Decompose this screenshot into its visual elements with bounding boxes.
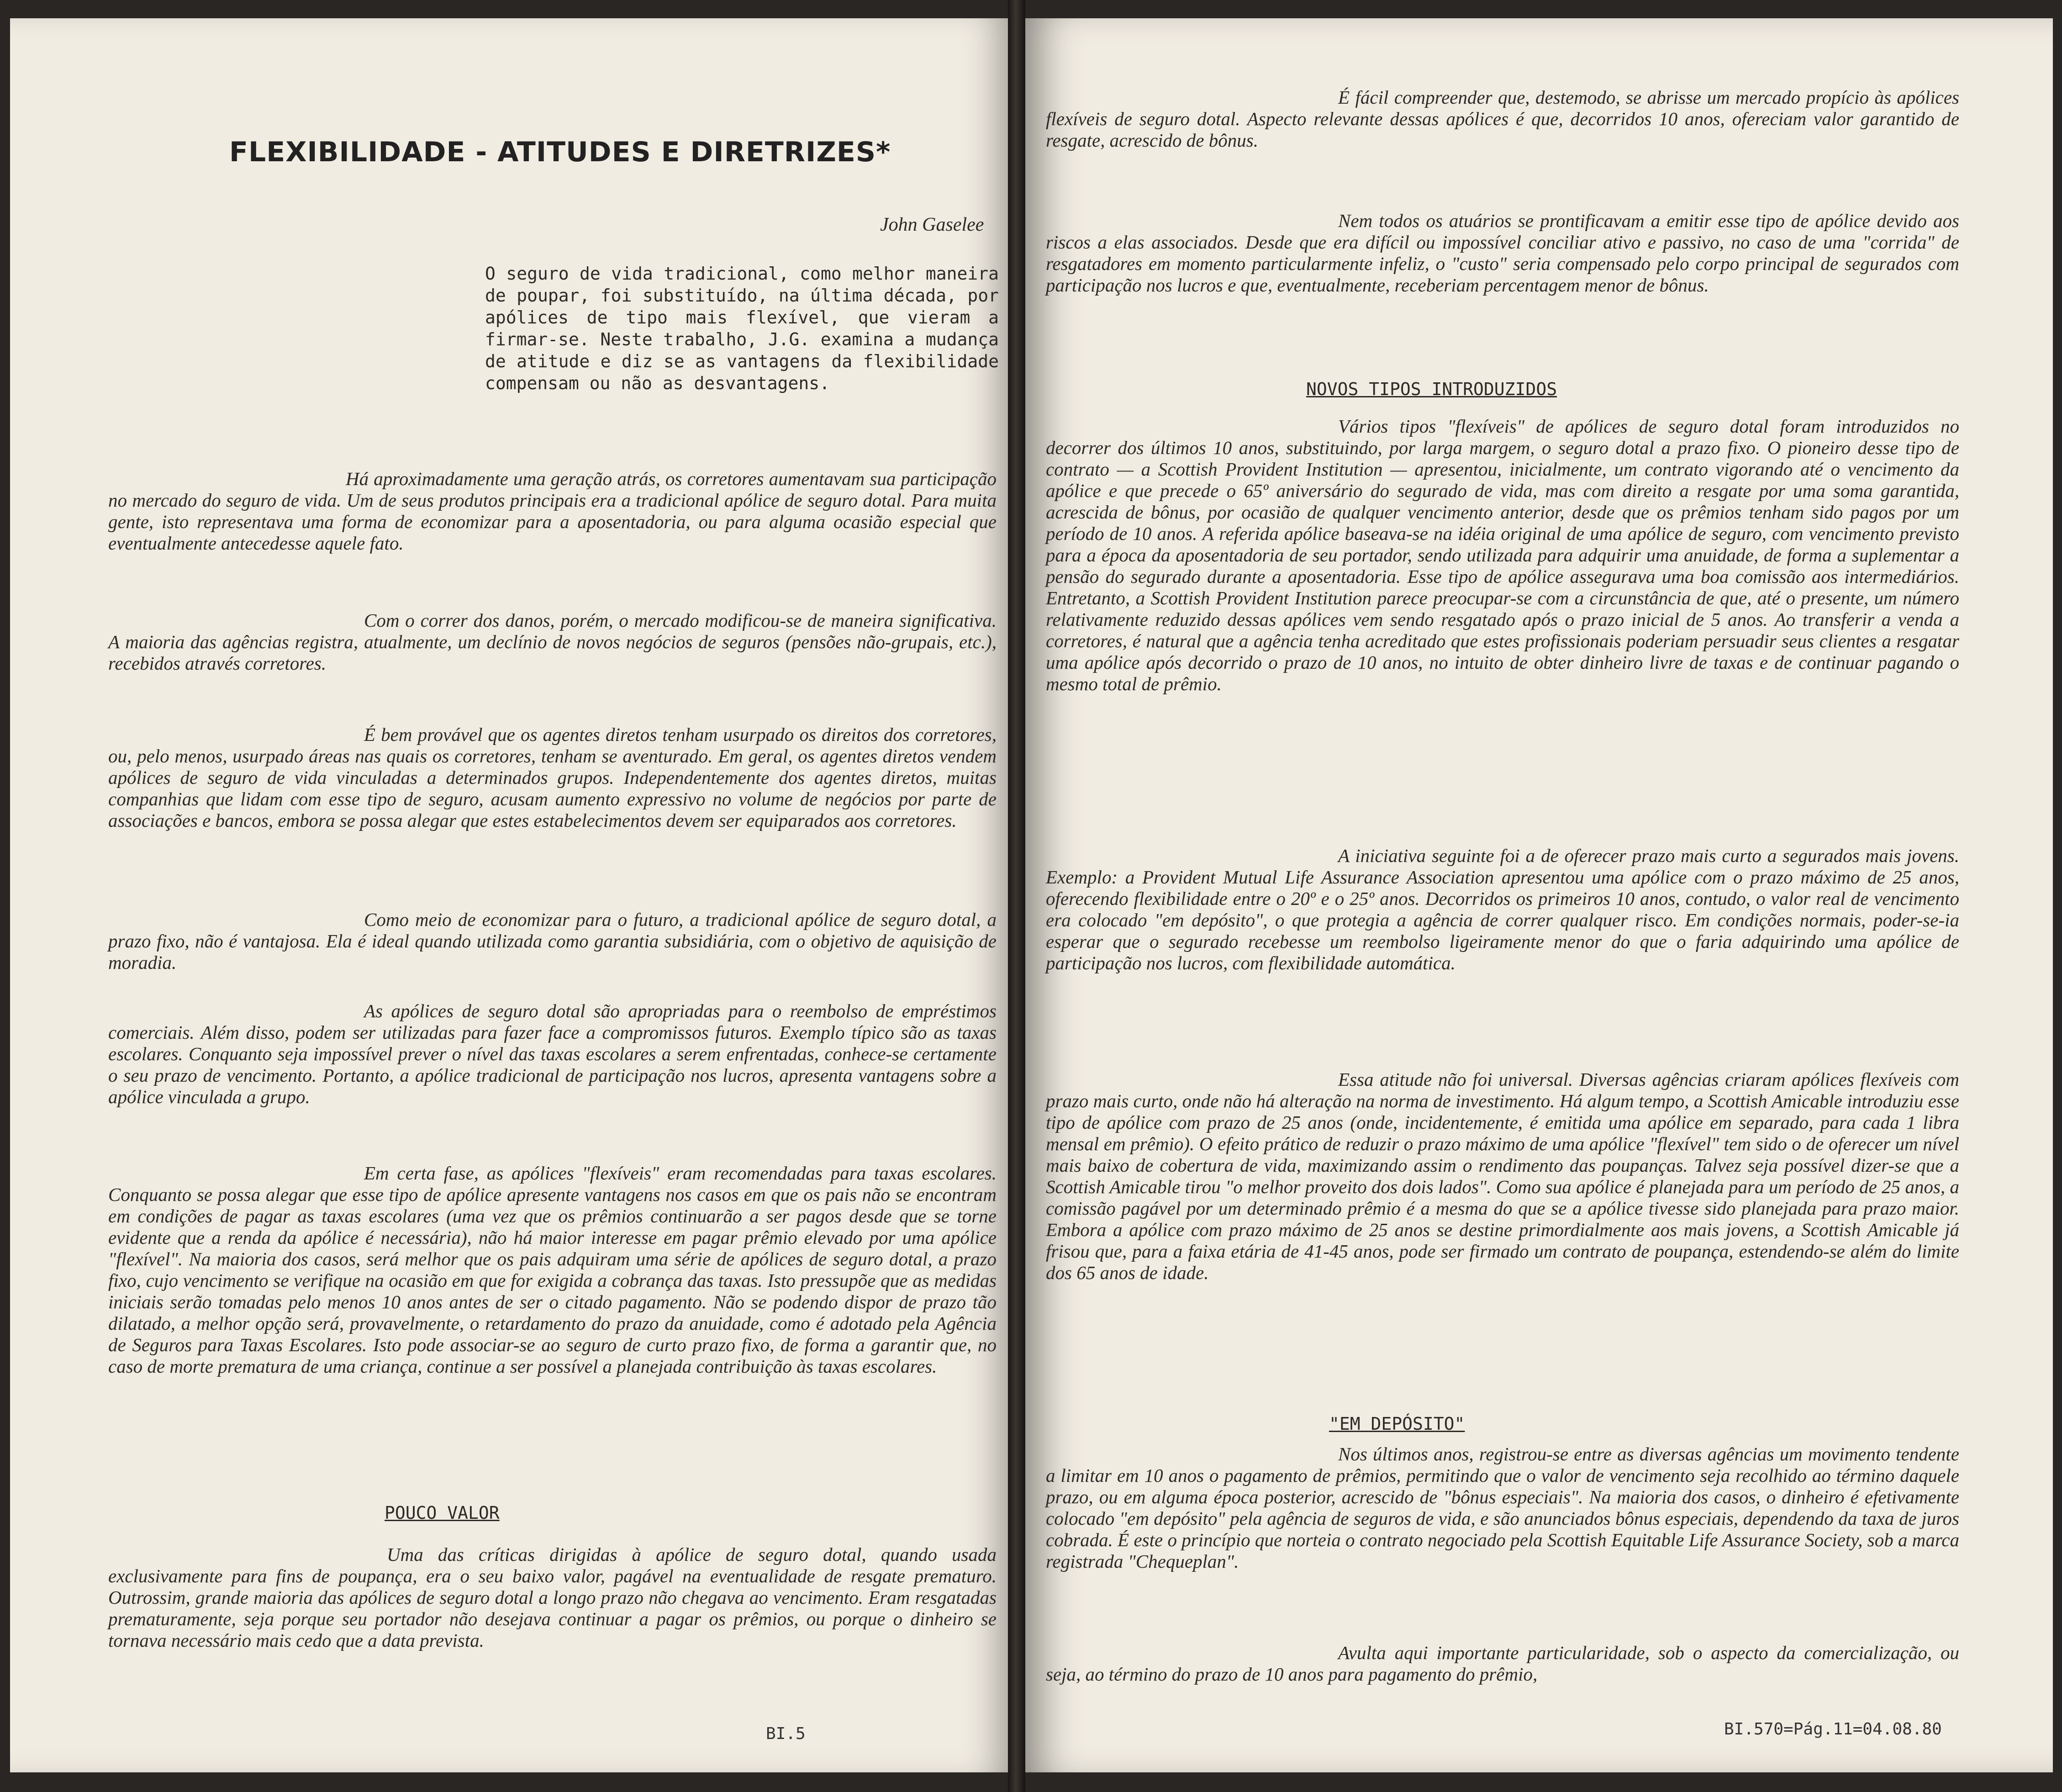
section-heading-pouco-valor: POUCO VALOR [385,1503,500,1523]
right-paragraph-1: É fácil compreender que, destemodo, se abrisse um mercado propício às apólices flexíveis de seguro dotal. Aspecto relevante dessas apólices é que, decorridos 10 anos, ofereciam valor garantido de resgate, acrescido de bônus. [1046,87,1959,151]
right-page-footer: BI.570=Pág.11=04.08.80 [1724,1720,1942,1739]
left-paragraph-pouco-valor: Uma das críticas dirigidas à apólice de seguro dotal, quando usada exclusivamente para fins de poupança, era o seu baixo valor, pagável na eventualidade de resgate prematuro. Outrossim, grande maioria das apólices de seguro dotal a longo prazo não chegava ao vencimento. Eram resgatadas prematuramente, seja porque seu portador não desejava continuar a pagar os prêmios, ou porque o dinheiro se tornava necessário mais cedo que a data prevista. [108,1544,997,1651]
left-paragraph-4: Como meio de economizar para o futuro, a tradicional apólice de seguro dotal, a prazo fixo, não é vantajosa. Ela é ideal quando utilizada como garantia subsidiária, com o objetivo de aquisição de moradia. [108,909,997,973]
section-heading-em-deposito: "EM DEPÓSITO" [1329,1414,1465,1434]
right-paragraph-7: Avulta aqui importante particularidade, sob o aspecto da comercialização, ou seja, ao término do prazo de 10 anos para pagamento do prêmio, [1046,1642,1959,1685]
section-heading-novos-tipos: NOVOS TIPOS INTRODUZIDOS [1306,379,1557,399]
right-paragraph-3: Vários tipos "flexíveis" de apólices de seguro dotal foram introduzidos no decorrer dos últimos 10 anos, substituindo, por larga margem, o seguro dotal a prazo fixo. O pioneiro desse tipo de contrato — a Scottish Provident Institution — apresentou, inicialmente, um contrato vigorando até o vencimento da apólice e que precede o 65º aniversário do segurado de vida, mas com direito a resgate por uma soma garantida, acrescida de bônus, por ocasião de qualquer vencimento anterior, desde que os prêmios tenham sido pagos por um período de 10 anos. A referida apólice baseava-se na idéia original de uma apólice de seguro, com vencimento previsto para a época da aposentadoria de seu portador, sendo utilizada para adquirir uma anuidade, de forma a suplementar a pensão do segurado durante a aposentadoria. Esse tipo de apólice assegurava uma boa comissão aos intermediários. Entretanto, a Scottish Provident Institution parece preocupar-se com a circunstância de que, até o presente, um número relativamente reduzido dessas apólices vem sendo resgatado após o prazo inicial de 5 anos. Ao transferir a venda a corretores, é natural que a agência tenha acreditado que estes profissionais poderiam persuadir seus clientes a resgatar uma apólice após decorrido o prazo de 10 anos, no intuito de obter dinheiro livre de taxas e de continuar pagando o mesmo total de prêmio. [1046,416,1959,694]
author-name: John Gaselee [880,214,984,235]
left-paragraph-6: Em certa fase, as apólices "flexíveis" eram recomendadas para taxas escolares. Conquanto se possa alegar que esse tipo de apólice apresente vantagens nos casos em que os pais não se encontram em condições de pagar as taxas escolares (uma vez que os prêmios continuarão a ser pagos desde que se torne evidente que a renda da apólice é necessária), não há maior interesse em pagar prêmio elevado por uma apólice "flexível". Na maioria dos casos, será melhor que os pais adquiram uma série de apólices de seguro dotal, a prazo fixo, cujo vencimento se verifique na ocasião em que for exigida a cobrança das taxas. Isto pressupõe que as medidas iniciais serão tomadas pelo menos 10 anos antes de ser o citado pagamento. Não se podendo dispor de prazo tão dilatado, a melhor opção será, provavelmente, o retardamento do prazo da anuidade, como é adotado pela Agência de Seguros para Taxas Escolares. Isto pode associar-se ao seguro de curto prazo fixo, de forma a garantir que, no caso de morte prematura de uma criança, continue a ser possível a planejada contribuição às taxas escolares. [108,1163,997,1377]
right-page [1025,18,2053,1772]
right-paragraph-6: Nos últimos anos, registrou-se entre as diversas agências um movimento tendente a limitar em 10 anos o pagamento de prêmios, permitindo que o valor de vencimento seja recolhido ao término daquele prazo, ou em alguma época posterior, acrescido de "bônus especiais". Na maioria dos casos, o dinheiro é efetivamente colocado "em depósito" pela agência de seguros de vida, e são anunciados bônus especiais, dependendo da taxa de juros cobrada. É este o princípio que norteia o contrato negociado pela Scottish Equitable Life Assurance Society, sob a marca registrada "Chequeplan". [1046,1443,1959,1572]
left-paragraph-3: É bem provável que os agentes diretos tenham usurpado os direitos dos corretores, ou, pelo menos, usurpado áreas nas quais os corretores, tenham se aventurado. Em geral, os agentes diretos vendem apólices de seguro de vida vinculadas a determinados grupos. Independentemente dos agentes diretos, muitas companhias que lidam com esse tipo de seguro, acusam aumento expressivo no volume de negócios por parte de associações e bancos, embora se possa alegar que estes estabelecimentos devem ser equiparados aos corretores. [108,724,997,831]
left-page-footer: BI.5 [766,1724,806,1743]
left-page [10,18,1008,1772]
right-paragraph-5: Essa atitude não foi universal. Diversas agências criaram apólices flexíveis com prazo mais curto, onde não há alteração na norma de investimento. Há algum tempo, a Scottish Amicable introduziu esse tipo de apólice com prazo de 25 anos (onde, incidentemente, é emitida uma apólice em separado, para cada 1 libra mensal em prêmio). O efeito prático de reduzir o prazo máximo de uma apólice "flexível" tem sido o de oferecer um nível mais baixo de cobertura de vida, maximizando assim o rendimento das poupanças. Talvez seja possível dizer-se que a Scottish Amicable tirou "o melhor proveito dos dois lados". Como sua apólice é planejada para um período de 25 anos, a comissão pagável por um determinado prêmio é a mesma do que se a apólice tivesse sido planejada para prazo maior. Embora a apólice com prazo máximo de 25 anos se destine primordialmente aos mais jovens, a Scottish Amicable já frisou que, para a faixa etária de 41-45 anos, pode ser firmado um contrato de poupança, estendendo-se além do limite dos 65 anos de idade. [1046,1069,1959,1283]
lead-paragraph: O seguro de vida tradicional, como melhor maneira de poupar, foi substituído, na última década, por apólices de tipo mais flexível, que vieram a firmar-se. Neste trabalho, J.G. examina a mudança de atitude e diz se as vantagens da flexibilidade compensam ou não as desvantagens. [485,264,999,393]
article-title: FLEXIBILIDADE - ATITUDES E DIRETRIZES* [229,136,891,168]
book-gutter [1008,0,1025,1792]
left-paragraph-5: As apólices de seguro dotal são apropriadas para o reembolso de empréstimos comerciais. Além disso, podem ser utilizadas para fazer face a compromissos futuros. Exemplo típico são as taxas escolares. Conquanto seja impossível prever o nível das taxas escolares a serem enfrentadas, conhece-se certamente o seu prazo de vencimento. Portanto, a apólice tradicional de participação nos lucros, apresenta vantagens sobre a apólice vinculada a grupo. [108,1000,997,1107]
right-paragraph-2: Nem todos os atuários se prontificavam a emitir esse tipo de apólice devido aos riscos a elas associados. Desde que era difícil ou impossível conciliar ativo e passivo, no caso de uma "corrida" de resgatadores em momento particularmente infeliz, o "custo" seria compensado pelo corpo principal de segurados com participação nos lucros e que, eventualmente, receberiam percentagem menor de bônus. [1046,210,1959,296]
left-paragraph-1: Há aproximadamente uma geração atrás, os corretores aumentavam sua participação no mercado do seguro de vida. Um de seus produtos principais era a tradicional apólice de seguro dotal. Para muita gente, isto representava uma forma de economizar para a aposentadoria, ou para alguma ocasião especial que eventualmente antecedesse aquele fato. [108,468,997,554]
left-paragraph-2: Com o correr dos danos, porém, o mercado modificou-se de maneira significativa. A maioria das agências registra, atualmente, um declínio de novos negócios de seguros (pensões não-grupais, etc.), recebidos através corretores. [108,610,997,674]
right-paragraph-4: A iniciativa seguinte foi a de oferecer prazo mais curto a segurados mais jovens. Exemplo: a Provident Mutual Life Assurance Association apresentou uma apólice com o prazo máximo de 25 anos, oferecendo flexibilidade entre o 20º e o 25º anos. Decorridos os primeiros 10 anos, contudo, o valor real de vencimento era colocado "em depósito", o que protegia a agência de correr qualquer risco. Em condições normais, poder-se-ia esperar que o segurado recebesse um reembolso ligeiramente menor do que o faria adquirindo uma apólice de participação nos lucros, com flexibilidade automática. [1046,845,1959,973]
